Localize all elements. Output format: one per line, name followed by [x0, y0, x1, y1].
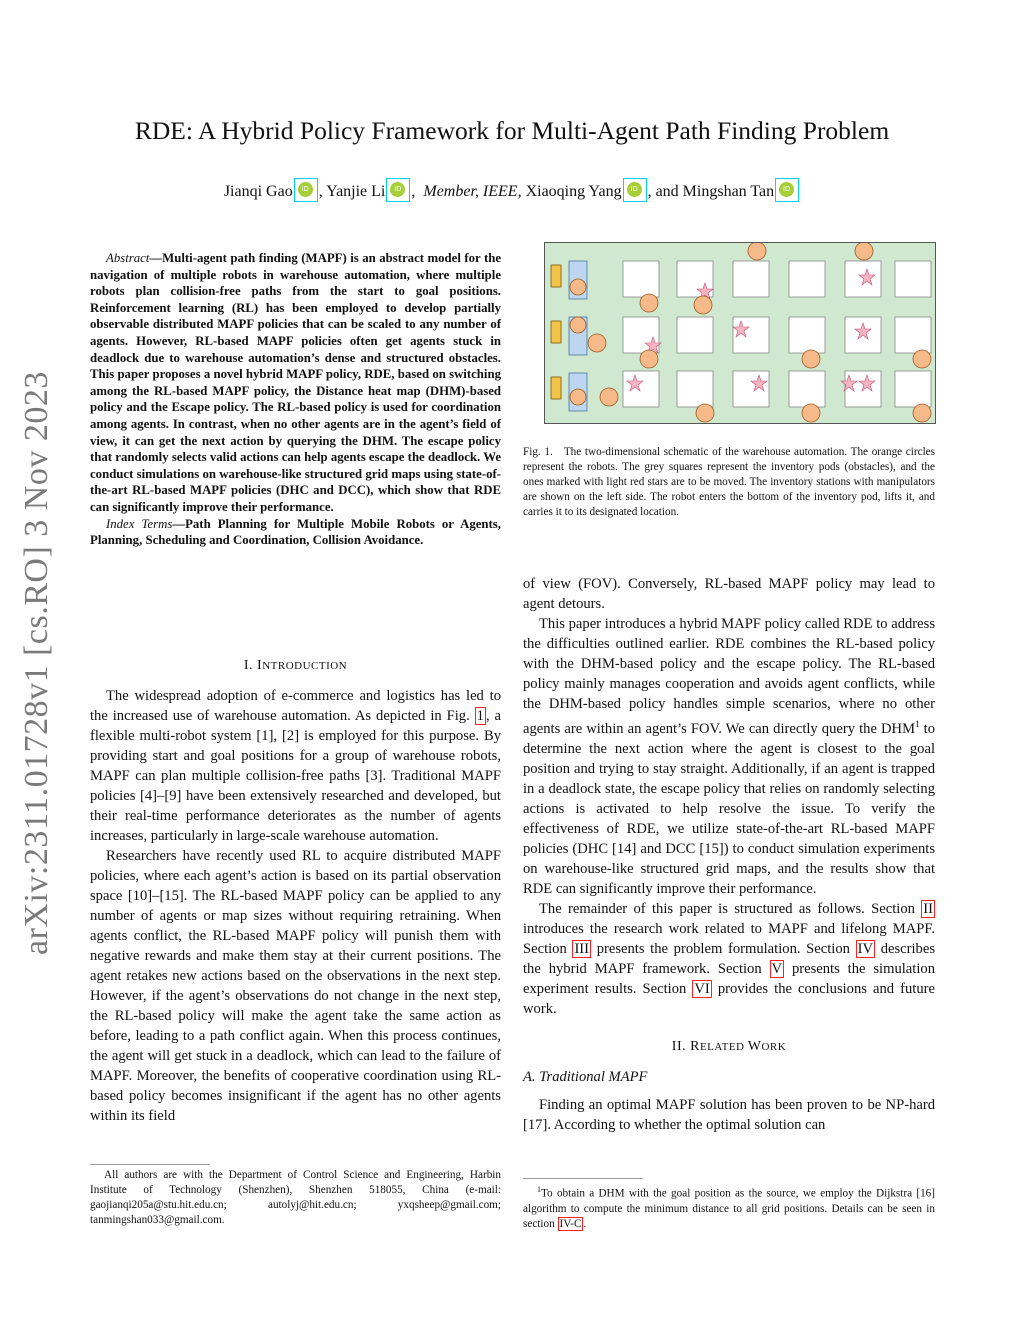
- author-name: , and Mingshan Tan: [647, 183, 775, 200]
- manipulator-icon: [551, 265, 561, 287]
- section-ref-link[interactable]: VI: [694, 980, 710, 997]
- figure-warehouse-schematic: [544, 242, 936, 424]
- manipulator-icon: [551, 377, 561, 399]
- author-name: Jianqi Gao: [223, 183, 293, 200]
- paragraph: The widespread adoption of e-commerce and logistics has led to the increased use of warehouse automation. As depicted in Fig. 1 , a flexible multi-robot system [1], [2] is employed for this purpose. By providing start and goal positions for a group of warehouse robots, MAPF can plan multiple collision-free paths [3]. Traditional MAPF policies [4]–[9] have been extensively researched and developed, but their real-time performance deteriorates as the number of agents increases, particularly in large-scale warehouse automation.: [90, 688, 501, 844]
- paragraph: The remainder of this paper is structured as follows. Section II introduces the research work related to MAPF and lifelong MAPF. Section III presents the problem formulation. Section IV describes the hybrid MAPF framework. Section V presents the simulation experiment results. Section VI provides the conclusions and future work.: [523, 900, 935, 1017]
- orcid-icon[interactable]: [294, 178, 318, 202]
- section-ref-link[interactable]: III: [574, 940, 590, 957]
- robot-icon: [570, 389, 586, 405]
- abstract: Abstract—Multi-agent path finding (MAPF) is an abstract model for the navigation of multiple robots in warehouse automation, where multiple robots plan collision-free paths from the start to goal positions. Reinforcement learning (RL) has been employed to develop partially observable distributed MAPF policies that can be scaled to any number of agents. However, RL-based MAPF policies often get agents stuck in deadlock due to warehouse automation’s dense and structured obstacles. This paper proposes a novel hybrid MAPF policy, RDE, based on switching among the RL-based MAPF policy, the Distance heat map (DHM)-based policy and the Escape policy. The RL-based policy is used for coordination among agents. In contrast, when no other agents are in the agent’s field of view, it can get the next action by querying the DHM. The escape policy that randomly selects valid actions can help agents escape the deadlock. We conduct simulations on warehouse-like structured grid maps using state-of-the-art RL-based MAPF policies (DHC and DCC), which show that RDE can significantly improve their performance. Index Terms—Path Planning for Multiple Mobile Robots or Agents, Planning, Scheduling and Coordination, Collision Avoidance.: [90, 251, 501, 548]
- robot-icon: [802, 350, 820, 368]
- paragraph: Finding an optimal MAPF solution has been proven to be NP-hard [17]. According to whether the optimal solution can: [523, 1096, 935, 1133]
- robot-icon: [640, 350, 658, 368]
- orcid-icon[interactable]: [623, 178, 647, 202]
- footnote-rule: [90, 1164, 210, 1165]
- arxiv-stamp: arXiv:2311.01728v1 [cs.RO] 3 Nov 2023: [18, 371, 55, 955]
- author-role: Member, IEEE,: [423, 183, 522, 200]
- section-ref-link[interactable]: IV: [857, 940, 874, 957]
- robot-icon: [570, 279, 586, 295]
- orcid-icon[interactable]: [386, 178, 410, 202]
- author-line: Jianqi GaoiD , Yanjie LiiD , Member, IEEE, Xiaoqing YangiD , and Mingshan TaniD: [0, 178, 1024, 202]
- right-column: [523, 574, 935, 1135]
- robot-icon: [913, 404, 931, 422]
- robot-icon: [802, 404, 820, 422]
- affiliation-footnote: All authors are with the Department of Control Science and Engineering, Harbin Institute of Technology (Shenzhen), Shenzhen 518055, China (e-mail: gaojianqi205a@stu.hit.edu.cn; autolyj@hit.edu.cn; yxqsheep@gmail.com; tanmingshan033@gmail.com.: [90, 1169, 501, 1226]
- index-terms-label: Index Terms: [106, 516, 173, 531]
- figure-ref-link[interactable]: 1: [476, 708, 484, 724]
- section-heading-related-work: II. RELATED WORK: [671, 1038, 787, 1054]
- footnote-marker[interactable]: 1: [915, 719, 920, 729]
- section-heading-introduction: I. INTRODUCTION: [243, 658, 348, 673]
- paper-title: RDE: A Hybrid Policy Framework for Multi-Agent Path Finding Problem: [134, 116, 890, 145]
- section-ref-link[interactable]: IV-C: [559, 1217, 582, 1230]
- author-name: Xiaoqing Yang: [521, 183, 622, 200]
- footnote-rule: [523, 1178, 643, 1179]
- paragraph: of view (FOV). Conversely, RL-based MAPF policy may lead to agent detours.: [523, 576, 935, 612]
- robot-icon: [694, 296, 712, 314]
- robot-icon: [696, 404, 714, 422]
- figure-caption: Fig. 1. The two-dimensional schematic of the warehouse automation. The orange circles represent the robots. The grey squares represent the inventory pods (obstacles), and the ones marked with light red stars are to be moved. The inventory stations with manipulators are shown on the left side. The robot enters the bottom of the inventory pod, lifts it, and carries it to its designated location.: [523, 446, 935, 518]
- index-terms-text: Path Planning for Multiple Mobile Robots or Agents, Planning, Scheduling and Coordination, Collision Avoidance.: [90, 516, 501, 548]
- robot-icon: [913, 350, 931, 368]
- orcid-icon[interactable]: [775, 178, 799, 202]
- paragraph: Researchers have recently used RL to acquire distributed MAPF policies, where each agent’s action is based on its partial observation space [10]–[15]. The RL-based MAPF policy can be applied to any number of agents or map sizes without requiring retraining. When agents conflict, the RL-based MAPF policy will punish them with negative rewards and make them stay at their current positions. The agent retakes new actions based on the observations in the next step. However, if the agent’s observations do not change in the next step, the RL-based policy will make the agent take the same action as before, leading to a path conflict again. When this process continues, the agent will get stuck in a deadlock, which can lead to the failure of MAPF. Moreover, the benefits of cooperative coordination using RL-based policy becomes insignificant if the agent has no other agents within its field: [90, 848, 501, 1124]
- robot-icon: [570, 317, 586, 333]
- dhm-footnote: $^1$To obtain a DHM with the goal position as the source, we employ the Dijkstra [16] algorithm to compute the minimum distance to all grid positions. Details can be seen in section IV-C .: [523, 1185, 935, 1230]
- paragraph: This paper introduces a hybrid MAPF policy called RDE to address the difficulties outlined earlier. RDE combines the RL-based policy with the DHM-based policy and the escape policy. The RL-based policy mainly manages cooperation and avoids agent conflicts, while the DHM-based policy handles simple scenarios, where no other agents are within an agent’s FOV. We can directly query the DHM$^1$ to determine the next action where the agent is closest to the goal position and trying to stay straight. Additionally, if an agent is trapped in a deadlock state, the escape policy that relies on randomly selecting actions is activated to help resolve the issue. To verify the effectiveness of RDE, we utilize state-of-the-art RL-based MAPF policies (DHC [14] and DCC [15]) to conduct simulation experiments on warehouse-like structured grid maps, and the results show that RDE can significantly improve their performance.: [523, 616, 936, 897]
- robot-icon: [588, 334, 606, 352]
- manipulator-icon: [551, 321, 561, 343]
- robot-icon: [600, 388, 618, 406]
- abstract-label: Abstract: [106, 251, 150, 265]
- warehouse-diagram: [545, 243, 935, 423]
- robot-icon: [748, 243, 766, 260]
- robot-icon: [855, 243, 873, 260]
- robot-icon: [640, 294, 658, 312]
- left-column: [90, 638, 501, 1126]
- section-ref-link[interactable]: V: [771, 960, 783, 977]
- abstract-text: Multi-agent path finding (MAPF) is an abstract model for the navigation of multiple robots in warehouse automation, where multiple robots plan collision-free paths from the start to goal positions. Reinforcement learning (RL) has been employed to develop partially observable distributed MAPF policies that can be scaled to any number of agents. However, RL-based MAPF policies often get agents stuck in deadlock due to warehouse automation’s dense and structured obstacles. This paper proposes a novel hybrid MAPF policy, RDE, based on switching among the RL-based MAPF policy, the Distance heat map (DHM)-based policy and the Escape policy. The RL-based policy is used for coordination among agents. In contrast, when no other agents are in the agent’s field of view, it can get the next action by querying the DHM. The escape policy that randomly selects valid actions can help agents escape the deadlock. We conduct simulations on warehouse-like structured grid maps using state-of-the-art RL-based MAPF policies (DHC and DCC), which show that RDE can significantly improve their performance.: [90, 251, 501, 514]
- section-ref-link[interactable]: II: [923, 900, 933, 917]
- author-name: , Yanjie Li: [318, 183, 386, 200]
- subsection-heading: A. Traditional MAPF: [523, 1068, 648, 1085]
